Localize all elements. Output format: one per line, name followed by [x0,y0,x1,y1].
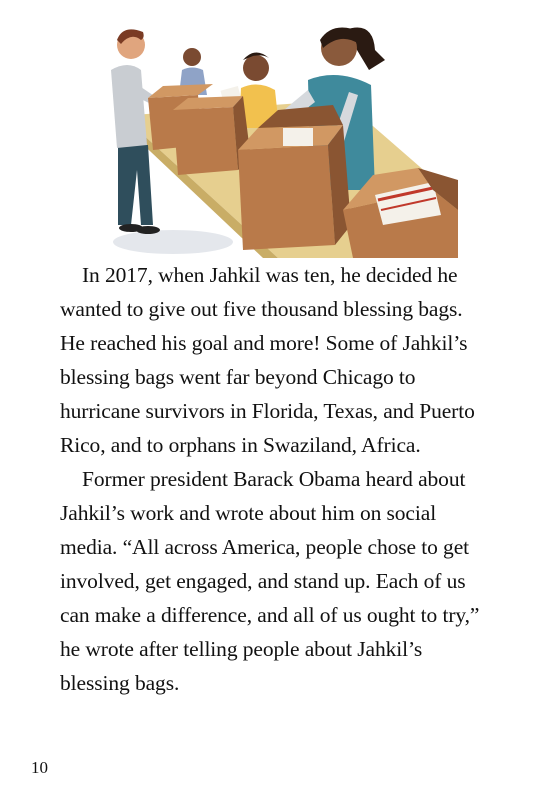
body-text [60,258,480,700]
paragraph-1: In 2017, when Jahkil was ten, he decided he wanted to give out five thousand blessing bags. He reached his goal and more! Some of Jahkil’s blessing bags went far beyond Chicago to hurricane survivors in Florida, Texas, and Puerto Rico, and to orphans in Swaziland, Africa. [60,263,475,457]
paragraph-2: Former president Barack Obama heard about Jahkil’s work and wrote about him on social media. “All across America, people chose to get involved, get engaged, and stand up. Each of us can make a difference, and all of us ought to try,” he wrote after telling people about Jahkil’s blessing bags. [60,467,480,695]
floor-shadow [113,230,233,254]
volunteers-packing-illustration [103,10,458,258]
page-number: 10 [31,758,48,777]
